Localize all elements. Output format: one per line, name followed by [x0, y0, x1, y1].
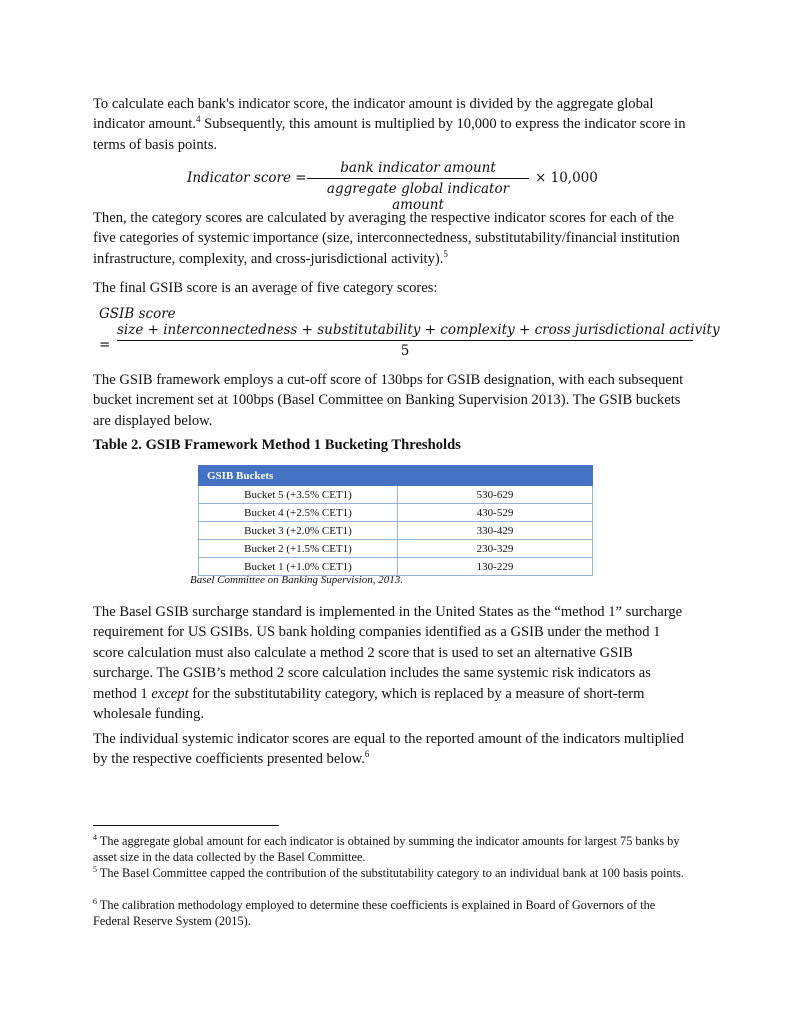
- table-row: [199, 540, 593, 558]
- footnote-ref-6: 6: [364, 749, 370, 760]
- footnote-text: The calibration methodology employed to determine these coefficients is explained in Board of Governors of the Federal Reserve System (2015).: [93, 898, 656, 928]
- table-row: [199, 558, 593, 576]
- table-row: [199, 504, 593, 522]
- paragraph-text: Then, the category scores are calculated by averaging the respective indicator scores for each of the five categories of systemic importance (size, interconnectedness, substitutability/financial institution infrastructure, complexity, and cross-jurisdictional activity).: [93, 210, 680, 267]
- footnote-4: [93, 833, 693, 865]
- footnote-number: 6: [93, 896, 97, 906]
- bucket-label: Bucket 3 (+2.0% CET1): [199, 522, 398, 540]
- footnote-5: [93, 865, 693, 881]
- footnote-divider: [93, 825, 279, 826]
- footnote-number: 5: [93, 864, 97, 874]
- footnote-ref-5: 5: [443, 248, 448, 259]
- bucket-label: Bucket 4 (+2.5% CET1): [199, 504, 398, 522]
- equation-denominator: aggregate global indicator amount: [326, 181, 510, 213]
- equation-lhs: GSIB score: [99, 306, 176, 322]
- paragraph-text: for the substitutability category, which is replaced by a measure of short-term wholesale funding.: [93, 685, 645, 723]
- bucket-label: Bucket 2 (+1.5% CET1): [199, 540, 398, 558]
- emphasis-text: except: [151, 685, 189, 702]
- equation-denominator: 5: [400, 343, 410, 359]
- paragraph-final-score: The final GSIB score is an average of five category scores:: [93, 280, 438, 296]
- footnote-number: 4: [93, 832, 97, 842]
- paragraph-text: The Basel GSIB surcharge standard is implemented in the United States as the “method 1” surcharge requirement for US GSIBs. US bank holding companies identified as a GSIB under the method 1 score calculation must also calculate a method 2 score that is used to set an alternative GSIB surcharge. The GSIB’s method 2 score calculation includes the same systemic risk indicators as method 1: [93, 604, 683, 702]
- equation-lhs: Indicator score =: [187, 170, 307, 186]
- bucket-range: 530-629: [398, 486, 593, 504]
- table-header: GSIB Buckets: [199, 466, 593, 486]
- footnote-text: The aggregate global amount for each indicator is obtained by summing the indicator amounts for largest 75 banks by asset size in the data collected by the Basel Committee.: [93, 834, 680, 864]
- equation-equals: =: [99, 337, 111, 353]
- paragraph-category-scores: [93, 208, 693, 269]
- bucket-range: 330-429: [398, 522, 593, 540]
- bucket-label: Bucket 1 (+1.0% CET1): [199, 558, 398, 576]
- paragraph-cutoff: The GSIB framework employs a cut-off score of 130bps for GSIB designation, with each subsequent bucket increment set at 100bps (Basel Committee on Banking Supervision 2013). The GSIB buckets are displayed below.: [93, 372, 684, 429]
- paragraph-text: To calculate each bank's indicator score, the indicator amount is divided by the aggregate global indicator amount.: [93, 96, 654, 133]
- bucket-range: 130-229: [398, 558, 593, 576]
- equation-fraction: [307, 160, 529, 213]
- equation-fraction: [117, 322, 720, 359]
- equation-numerator: size + interconnectedness + substitutability + complexity + cross jurisdictional activity: [117, 322, 693, 341]
- footnote-ref-4: 4: [195, 114, 201, 125]
- paragraph-text: The individual systemic indicator scores are equal to the reported amount of the indicators multiplied by the respective coefficients presented below.: [93, 731, 684, 768]
- paragraph-method-2: [93, 602, 693, 724]
- bucket-range: 230-329: [398, 540, 593, 558]
- indicator-score-equation: [187, 160, 607, 213]
- paragraph-text: Subsequently, this amount is multiplied by 10,000 to express the indicator score in terms of basis points.: [93, 116, 686, 153]
- paragraph-indicator-score: [93, 94, 693, 155]
- table-title: Table 2. GSIB Framework Method 1 Bucketing Thresholds: [93, 437, 461, 453]
- table-header-row: [199, 466, 593, 486]
- equation-rhs: × 10,000: [535, 170, 598, 186]
- paragraph-coefficients: [93, 729, 693, 770]
- equation-numerator: bank indicator amount: [307, 160, 529, 179]
- footnote-text: The Basel Committee capped the contribution of the substitutability category to an individual bank at 100 basis points.: [97, 866, 684, 880]
- bucket-range: 430-529: [398, 504, 593, 522]
- table-row: [199, 522, 593, 540]
- table-source: Basel Committee on Banking Supervision, 2013.: [190, 574, 403, 586]
- footnote-6: [93, 897, 693, 929]
- bucket-label: Bucket 5 (+3.5% CET1): [199, 486, 398, 504]
- gsib-buckets-table: [198, 465, 593, 576]
- table-row: [199, 486, 593, 504]
